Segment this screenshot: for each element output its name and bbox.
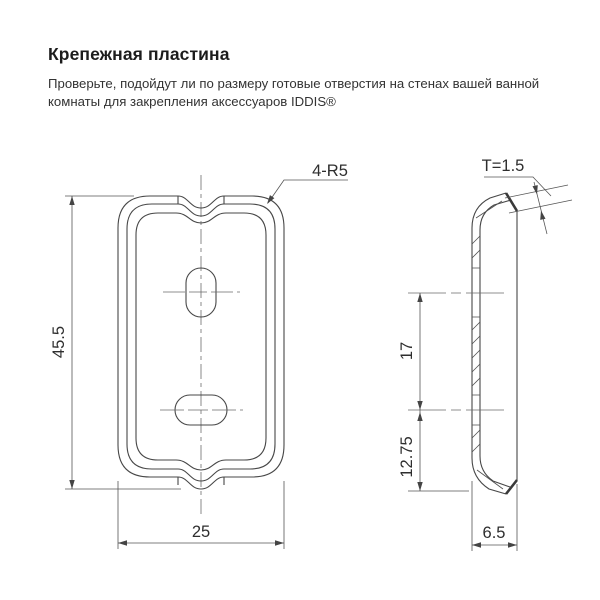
section-hatching [472,201,503,489]
corner-radius-label: 4-R5 [312,162,348,180]
front-view [118,175,284,516]
page-title: Крепежная пластина [48,44,230,64]
corner-radius-callout [265,162,348,206]
dimension-depth [472,481,517,551]
width-dim-label: 25 [191,523,211,541]
page-description: Проверьте, подойдут ли по размеру готовые отверстия на стенах вашей ванной комнаты для закрепления аксессуаров IDDIS® [48,76,540,109]
section-inner-edge [480,200,511,487]
height-dim-label: 45.5 [50,325,68,359]
section-outer-edge [472,193,506,494]
hole-span-label: 17 [398,341,416,361]
thickness-label: T=1.5 [481,157,525,175]
thickness-callout [482,157,572,234]
hole-boundaries [472,268,480,425]
lower-span-label: 12.75 [398,436,416,478]
dimension-height [50,196,181,489]
bottom-rim-end-face [506,480,517,494]
dimension-lower-span [398,410,469,491]
depth-dim-label: 6.5 [482,524,506,542]
side-view [408,193,517,494]
dimension-hole-span [398,293,423,410]
